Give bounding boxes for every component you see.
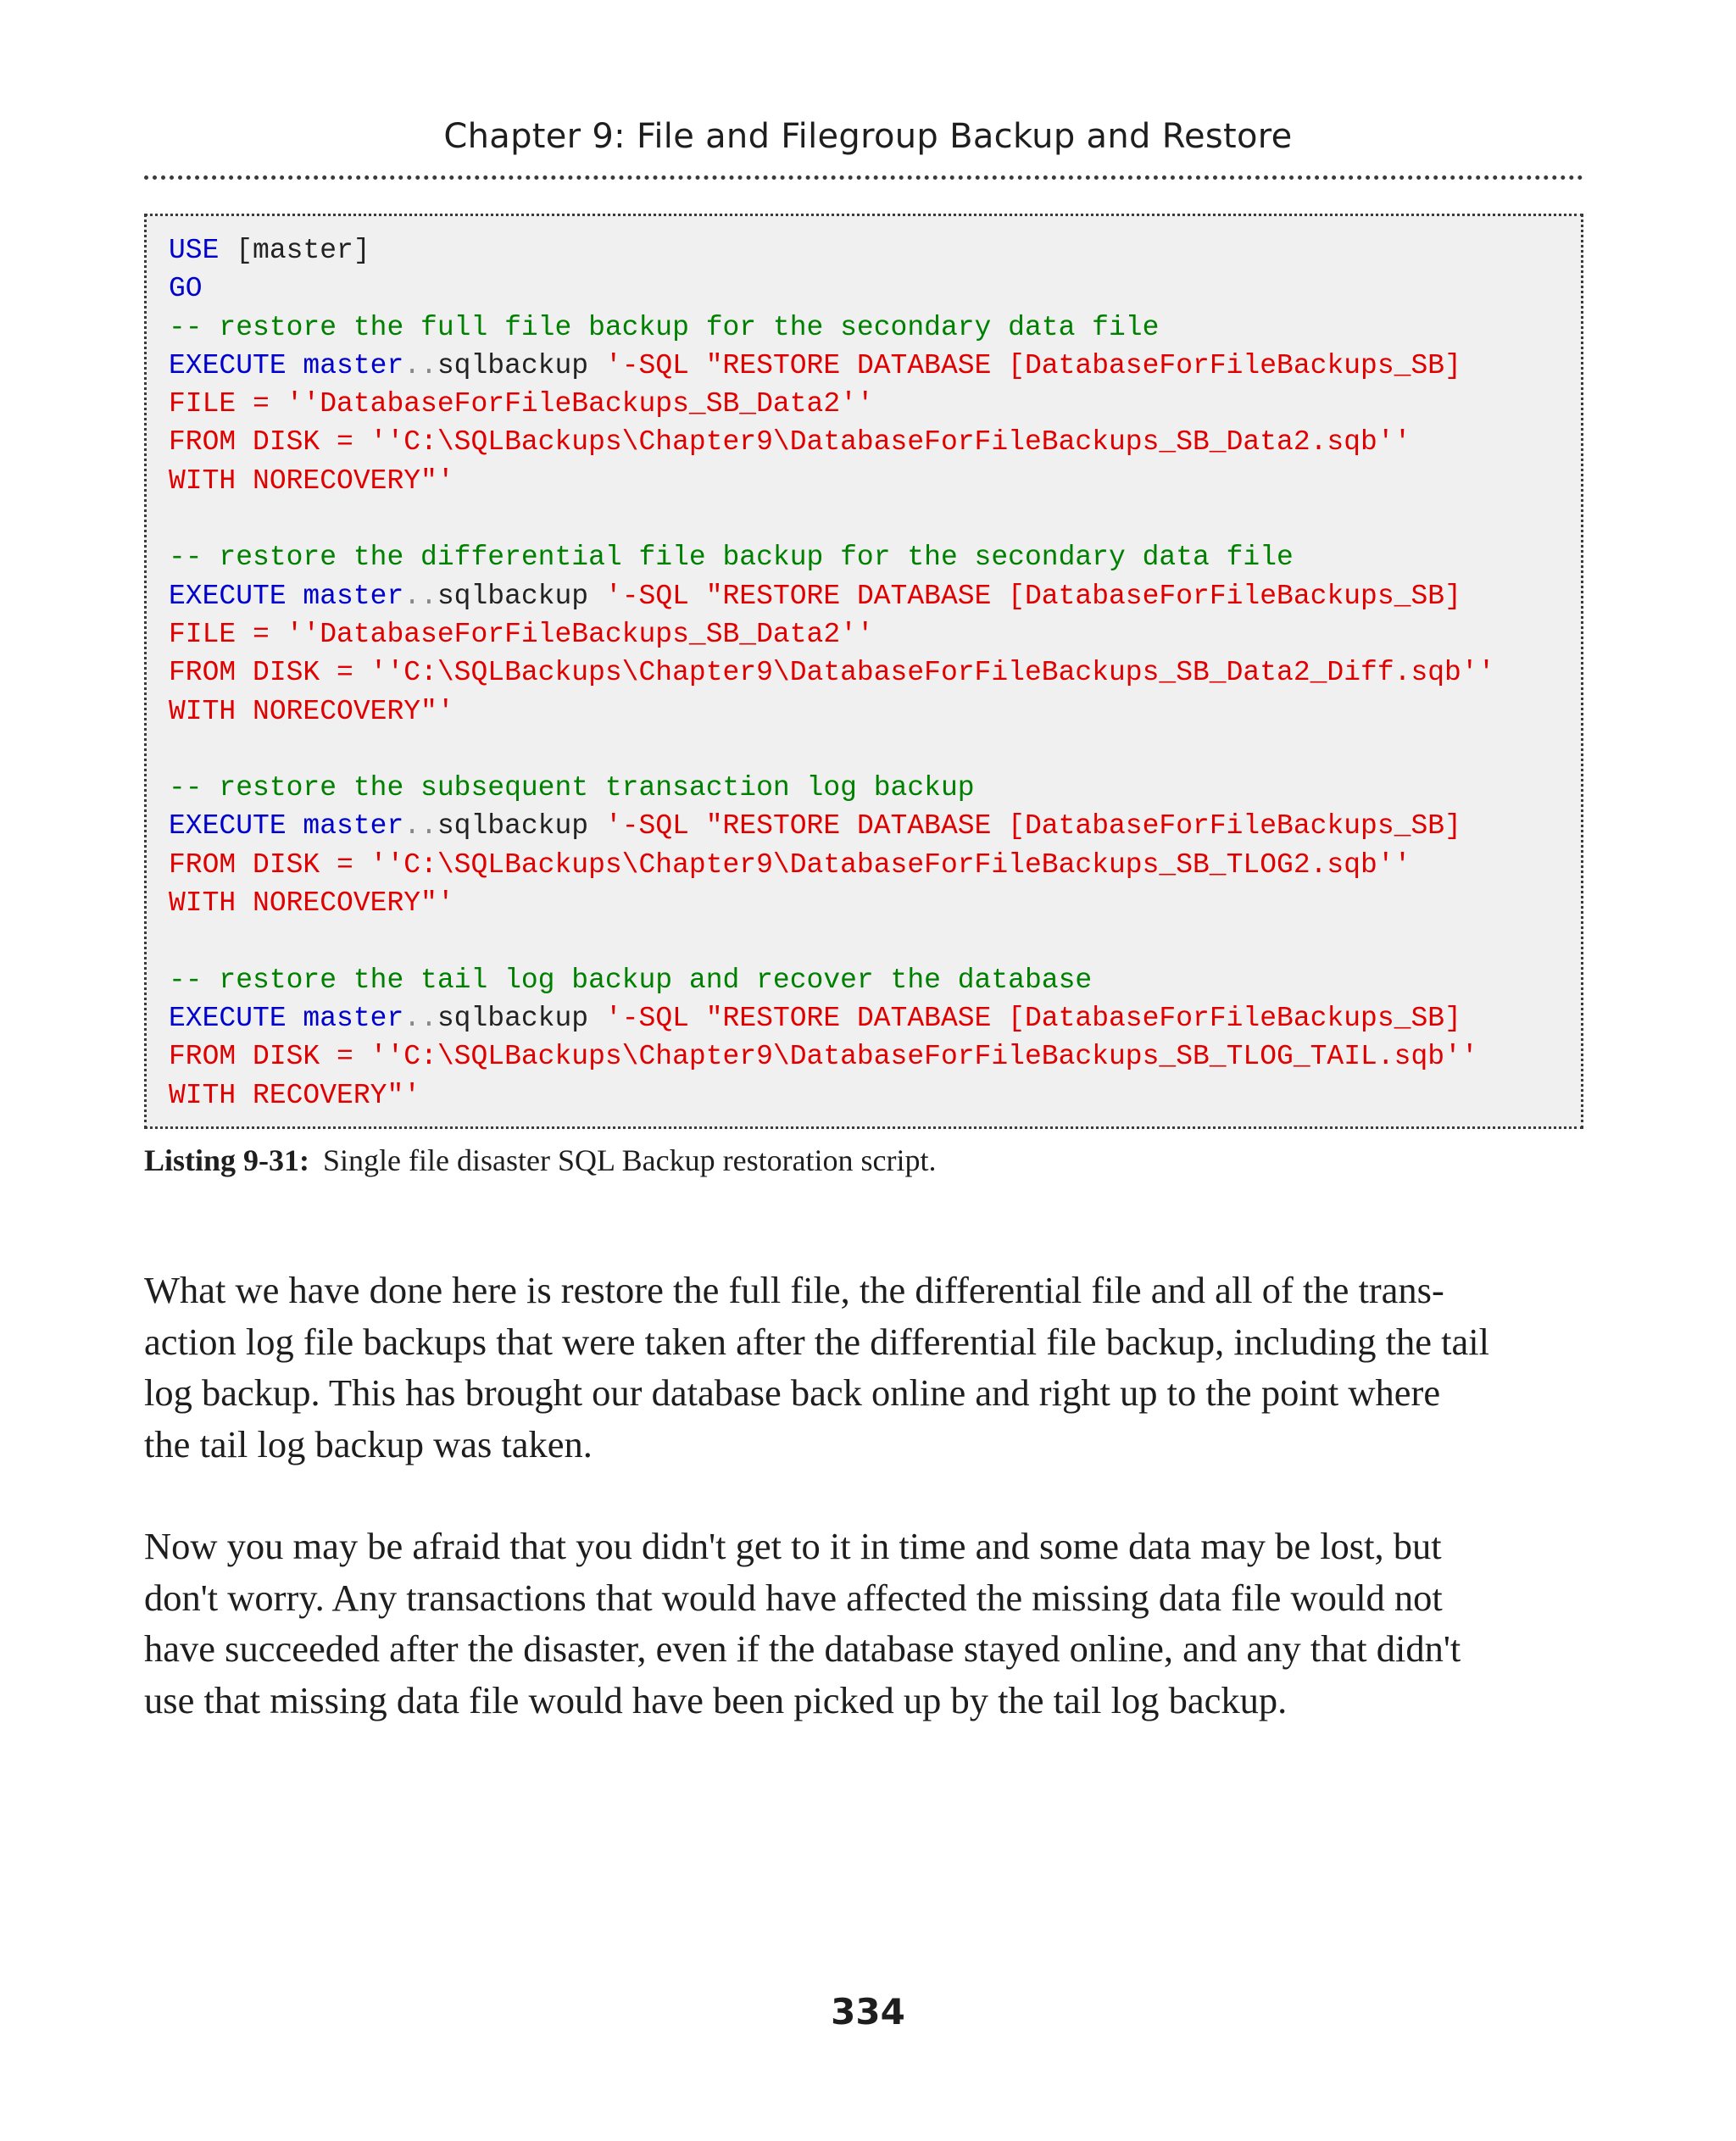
code-line: [169, 999, 1494, 1037]
code-block: [169, 231, 1494, 1115]
code-token-kw: USE: [169, 235, 220, 266]
code-line: [169, 807, 1494, 845]
code-token-kw: EXECUTE master: [169, 580, 404, 612]
code-token-plain: sqlbackup: [437, 349, 605, 381]
code-token-str: '-SQL "RESTORE DATABASE [DatabaseForFileBackups_SB]: [604, 349, 1461, 381]
listing-label: Listing 9-31:: [144, 1143, 310, 1177]
code-line: [169, 731, 1494, 769]
code-listing: [144, 214, 1583, 1129]
paragraph-line: have succeeded after the disaster, even if the database stayed online, and any that didn't: [144, 1627, 1461, 1670]
code-line: [169, 538, 1494, 576]
code-line: [169, 1037, 1494, 1076]
page-number: 334: [831, 1991, 905, 2033]
paragraph-line: the tail log backup was taken.: [144, 1422, 593, 1465]
code-line: [169, 884, 1494, 922]
code-token-dots: ..: [403, 1002, 437, 1034]
code-token-str: WITH RECOVERY"': [169, 1079, 421, 1111]
code-token-str: FROM DISK = ''C:\SQLBackups\Chapter9\DatabaseForFileBackups_SB_TLOG_TAIL.sqb'': [169, 1041, 1478, 1073]
code-line: [169, 231, 1494, 270]
code-line: [169, 423, 1494, 461]
code-line: [169, 577, 1494, 615]
listing-caption: [144, 1143, 937, 1178]
code-token-str: '-SQL "RESTORE DATABASE [DatabaseForFileBackups_SB]: [604, 810, 1461, 842]
code-token-str: FILE = ''DatabaseForFileBackups_SB_Data2'': [169, 618, 874, 650]
code-line: [169, 270, 1494, 308]
code-token-str: WITH NORECOVERY"': [169, 464, 454, 497]
code-token-cmt: -- restore the full file backup for the secondary data file: [169, 311, 1160, 343]
code-line: [169, 1076, 1494, 1115]
code-token-dots: ..: [403, 580, 437, 612]
code-line: [169, 385, 1494, 423]
code-token-kw: EXECUTE master: [169, 810, 404, 842]
paragraph-line: don't worry. Any transactions that would have affected the missing data file would not: [144, 1576, 1443, 1619]
chapter-header: Chapter 9: File and Filegroup Backup and Restore: [443, 117, 1293, 156]
code-token-dots: ..: [403, 810, 437, 842]
code-line: [169, 347, 1494, 385]
paragraph-line: Now you may be afraid that you didn't get to it in time and some data may be lost, but: [144, 1525, 1442, 1567]
code-token-cmt: -- restore the differential file backup for the secondary data file: [169, 542, 1294, 574]
code-token-cmt: -- restore the tail log backup and recover the database: [169, 964, 1093, 996]
listing-caption-text: Single file disaster SQL Backup restoration script.: [323, 1143, 937, 1177]
code-token-cmt: -- restore the subsequent transaction log backup: [169, 772, 975, 804]
code-line: [169, 653, 1494, 692]
code-token-str: WITH NORECOVERY"': [169, 695, 454, 727]
code-token-str: WITH NORECOVERY"': [169, 887, 454, 920]
code-token-kw: EXECUTE master: [169, 1002, 404, 1034]
code-token-str: FROM DISK = ''C:\SQLBackups\Chapter9\DatabaseForFileBackups_SB_TLOG2.sqb'': [169, 848, 1411, 881]
code-line: [169, 500, 1494, 538]
code-token-str: FROM DISK = ''C:\SQLBackups\Chapter9\DatabaseForFileBackups_SB_Data2.sqb'': [169, 426, 1411, 459]
code-line: [169, 769, 1494, 807]
code-line: [169, 309, 1494, 347]
code-token-str: FROM DISK = ''C:\SQLBackups\Chapter9\DatabaseForFileBackups_SB_Data2_Diff.sqb'': [169, 657, 1495, 689]
paragraph-line: action log file backups that were taken after the differential file backup, including the tail: [144, 1320, 1489, 1363]
body-paragraph-2: [144, 1521, 1585, 1726]
code-token-str: '-SQL "RESTORE DATABASE [DatabaseForFileBackups_SB]: [604, 580, 1461, 612]
code-token-dots: ..: [403, 349, 437, 381]
paragraph-line: use that missing data file would have been picked up by the tail log backup.: [144, 1678, 1288, 1721]
code-line: [169, 922, 1494, 960]
code-token-kw: EXECUTE master: [169, 349, 404, 381]
code-token-kw: GO: [169, 273, 203, 305]
code-token-str: FILE = ''DatabaseForFileBackups_SB_Data2'': [169, 388, 874, 420]
code-token-plain: sqlbackup: [437, 810, 605, 842]
code-line: [169, 846, 1494, 884]
code-line: [169, 692, 1494, 731]
code-line: [169, 961, 1494, 999]
paragraph-line: What we have done here is restore the full file, the differential file and all of the trans-: [144, 1269, 1444, 1311]
code-line: [169, 462, 1494, 500]
body-paragraph-1: [144, 1265, 1585, 1470]
header-divider: [144, 175, 1583, 180]
code-token-plain: sqlbackup: [437, 580, 605, 612]
code-token-plain: [master]: [219, 235, 370, 266]
paragraph-line: log backup. This has brought our database back online and right up to the point where: [144, 1371, 1441, 1414]
code-line: [169, 615, 1494, 653]
code-token-str: '-SQL "RESTORE DATABASE [DatabaseForFileBackups_SB]: [604, 1002, 1461, 1034]
code-token-plain: sqlbackup: [437, 1002, 605, 1034]
